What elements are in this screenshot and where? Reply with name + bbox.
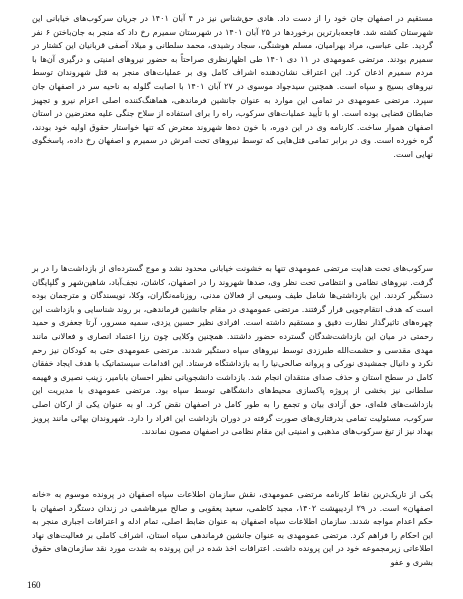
paragraph-3: یکی از تاریک‌ترین نقاط کارنامه مرتضی عمومهدی، نقش سازمان اطلاعات سپاه اصفهان در پرونده موسوم به «خانه اصفهان» است. در ۲۹ اردیبهشت ۱۴۰۲، مجید کاظمی، سعید یعقوبی و صالح میرهاشمی در زندان دستگرد اصفهان با حکم اعدام مواجه شدند. سازمان اطلاعات سپاه اصفهان به عنوان ضابط اصلی، تمام ادله و اعترافات اجباری منجر به این احکام را فراهم کرد. مرتضی عمومهدی به عنوان جانشین فرماندهی سپاه استان، اشراف کاملی بر فعالیت‌های نهاد اطلاعاتی زیرمجموعه خود در این پرونده داشت. اعترافات اخذ شده در این پرونده به شدت مورد نقد سازمان‌های حقوق بشری و عفو — [32, 489, 433, 567]
page-number: 160 — [27, 580, 41, 590]
paragraph-2: سرکوب‌های تحت هدایت مرتضی عمومهدی تنها به خشونت خیابانی محدود نشد و موج گسترده‌ای از بازداشت‌ها را در بر گرفت. نیروهای نظامی و انتظامی تحت نظر وی، صدها شهروند را در اصفهان، کاشان، نجف‌آباد، شاهین‌شهر و گلپایگان دستگیر کردند. این بازداشتی‌ها شامل طیف وسیعی از فعالان مدنی، روزنامه‌نگاران، وکلا، نویسندگان و مترجمان بوده است که هدف انتقام‌جویی قرار گرفتند. مرتضی عمومهدی در مقام جانشین فرماندهی، بر روند شناسایی و بازداشت این چهره‌های تاثیرگذار نظارت دقیق و مستقیم داشته است. افرادی نظیر حسین یزدی، سمیه مسرور، آرتا جعفری و حمید رحمتی در میان این بازداشت‌شدگان گسترده حضور داشتند. همچنین وکلایی چون رزا اعتماد انصاری و فعالانی مانند مهدی مقدسی و حشمت‌الله طبرزدی توسط نیروهای سپاه دستگیر شدند. مرتضی عمومهدی حتی به کودکان نیز رحم نکرد و دانیال جمشیدی نورکی و پروانه صالحی‌نیا را به بازداشتگاه فرستاد. این اقدامات سیستماتیک با هدف ایجاد خفقان کامل در سطح استان و حذف صدای منتقدان انجام شد. بازداشت دانشجویانی نظیر احسان بابامیر، زینب نصیری و فهیمه سلطانی نیز بخشی از پروژه پاکسازی محیط‌های دانشگاهی توسط سپاه بود. مرتضی عمومهدی با مدیریت این بازداشت‌های فله‌ای، حق آزادی بیان و تجمع را به طور کامل در اصفهان نقض کرد. او به عنوان یکی از ارکان اصلی سرکوب، مسئولیت تمامی بدرفتاری‌های صورت گرفته در دوران بازداشت این افراد را دارد. شهروندان بهائی مانند پرویز بهداد نیز از تیغ سرکوب‌های مذهبی و امنیتی این مقام نظامی در اصفهان مصون نماندند. — [32, 263, 433, 437]
paragraph-1: مستقیم در اصفهان جان خود را از دست داد. هادی حق‌شناس نیز در ۴ آبان ۱۴۰۱ در جریان سرکوب‌های خیابانی این شهرستان کشته شد. فاجعه‌بارترین برخوردها در ۲۵ آبان ۱۴۰۱ در شهرستان سمیرم رخ داد که منجر به جان‌باختن ۶ نفر گردید. علی عباسی، مراد بهرامیان، مسلم هوشنگی، سجاد رشیدی، محمد سلطانی و میلاد آصفی قربانیان این کشتار در سمیرم بودند. مرتضی عمومهدی در ۱۱ دی ۱۴۰۱ طی اظهارنظری صراحتاً به حضور نیروهای امنیتی و درگیری آن‌ها با مردم سمیرم اذعان کرد. این اعتراف نشان‌دهنده اشراف کامل وی بر عملیات‌های منجر به قتل شهروندان توسط نیروهای بسیج و سپاه است. همچنین سیدجواد موسوی در ۲۷ آبان ۱۴۰۱ با اصابت گلوله به ناحیه سر در اصفهان جان سپرد. مرتضی عمومهدی در تمامی این موارد به عنوان جانشین فرماندهی، هماهنگ‌کننده اصلی اعزام نیرو و تجهیز ضابطان قضایی بوده است. او با تأیید عملیات‌های سرکوب، راه را برای استفاده از سلاح جنگی علیه معترضین در استان اصفهان هموار ساخت. کارنامه وی در این دوره، با خون ده‌ها شهروند معترض که تنها خواستار حقوق اولیه خود بودند، گره خورده است. وی در برابر تمامی قتل‌هایی که توسط نیروهای تحت امرش در سمیرم و اصفهان رخ داده، پاسخگوی نهایی است. — [32, 13, 434, 159]
